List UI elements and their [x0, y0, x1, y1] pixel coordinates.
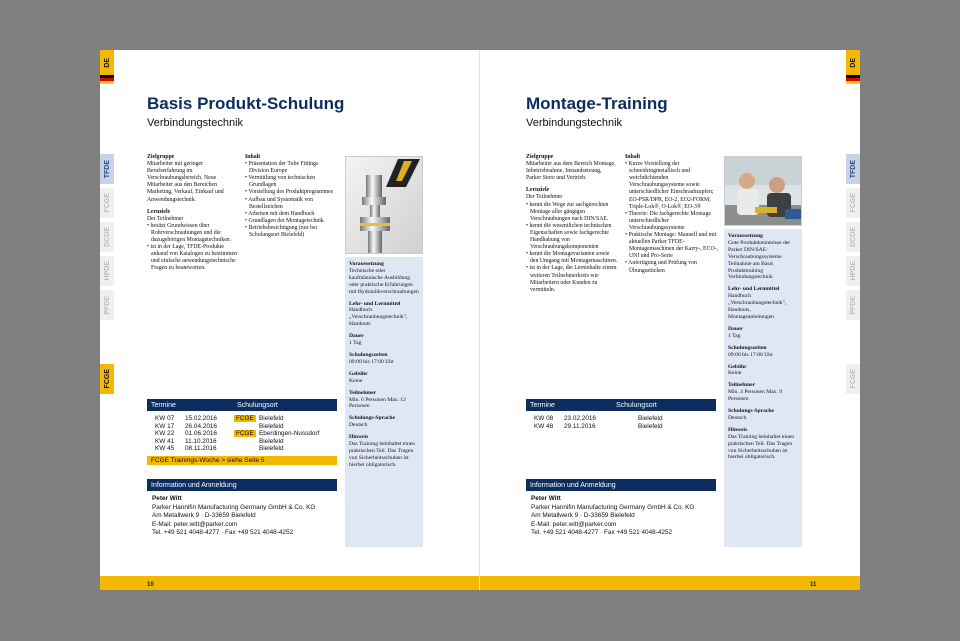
- zielgruppe-heading: Zielgruppe: [147, 154, 175, 160]
- table-row: KW 07 15.02.2016 FCGE Bielefeld: [155, 415, 284, 422]
- table-row: KW 41 11.10.2016 Bielefeld: [155, 437, 284, 445]
- col-schulungsort: Schulungsort: [237, 401, 278, 409]
- page-title: Montage-Training: [526, 94, 668, 113]
- list-item: • Präsentation der Tube Fittings Division Europe: [245, 161, 337, 175]
- schedule-header: [147, 399, 337, 411]
- teilnehmer-label: Der Teilnehmer: [526, 194, 563, 201]
- tab-tfde[interactable]: TFDE: [846, 154, 860, 184]
- tab-tfde[interactable]: TFDE: [100, 154, 114, 184]
- inhalt-list: [245, 161, 337, 239]
- tab-de[interactable]: DE: [846, 50, 860, 75]
- list-item: • kennt die wesentlichen technischen Eigenschaften sowie fachgerechte Handhabung von Verschraubungskomponenten: [526, 223, 618, 251]
- info-heading: Hinweis: [349, 434, 369, 441]
- list-item: • kennt die Montagevarianten sowie den Umgang mit Montagemaschinen.: [526, 251, 618, 265]
- contact-header: Information und Anmeldung: [526, 479, 716, 491]
- info-text: 09:00 bis 17:00 Uhr: [349, 358, 394, 365]
- contact-header: Information und Anmeldung: [147, 479, 337, 491]
- list-item: • ist in der Lage, TFDE-Produkte anhand von Katalogen zu bestimmen und einfache anwendungstechnische Fragen zu beantworten.: [147, 244, 239, 272]
- info-text: Keine: [349, 377, 363, 384]
- fitting-product-photo: [345, 156, 423, 254]
- left-page: [100, 50, 480, 590]
- inhalt-heading: Inhalt: [625, 154, 641, 160]
- list-item: • Anfertigung und Prüfung von Übungsstücken: [625, 260, 719, 274]
- list-item: • Theorie: Die fachgerechte Montage unterschiedlicher Verschraubungssysteme: [625, 211, 719, 232]
- german-flag-icon: [846, 75, 860, 84]
- zielgruppe-text: Mitarbeiter mit geringer Berufserfahrung im Verschraubungsbereich. Neue Mitarbeiter aus den Bereichen Marketing, Verkauf, Einkauf und Anwendungstechnik.: [147, 161, 224, 203]
- info-heading: Schulungszeiten: [349, 351, 388, 358]
- list-item: • Vorstellung des Produktprogrammes: [245, 189, 337, 196]
- tab-fcge-lower[interactable]: FCGE: [846, 364, 860, 394]
- info-text: Handbuch „Verschraubungstechnik", Handouts, Montageanleitungen: [728, 293, 787, 320]
- info-heading: Teilnehmer: [728, 382, 756, 389]
- info-text: 1 Tag: [728, 332, 741, 339]
- table-row: KW 48 29.11.2016 Bielefeld: [534, 422, 663, 430]
- info-text: Das Training beinhaltet einen praktischen Teil. Das Tragen von Sicherheitsschuhen ist hierbei obligatorisch.: [349, 441, 416, 468]
- tab-pfde[interactable]: PFDE: [846, 290, 860, 320]
- info-heading: Teilnehmer: [349, 389, 377, 396]
- info-heading: Lehr- und Lernmittel: [349, 300, 401, 307]
- list-item: • Aufbau und Systematik von Bestellzeichen: [245, 197, 337, 211]
- list-item: • Arbeiten mit dem Handbuch: [245, 211, 337, 218]
- schedule-header: [526, 399, 716, 411]
- inhalt-heading: Inhalt: [245, 154, 261, 160]
- left-info-box: [345, 257, 423, 547]
- list-item: • Kurze Vorstellung der schneidringmetallisch und weichdichtenden Verschraubungssysteme sowie unterschiedlicher Einschraubzapfen; EO-PSR/DPR, EO-2, EO2-FORM, Triple-Lok®, O-Lok®, EO-3®: [625, 161, 719, 211]
- tab-dcde[interactable]: DCDE: [846, 222, 860, 252]
- info-heading: Schulungs-Sprache: [349, 415, 396, 422]
- contact-name: Peter Witt: [152, 495, 182, 502]
- info-heading: Dauer: [349, 333, 364, 340]
- contact-name: Peter Witt: [531, 495, 561, 502]
- training-photo: [724, 156, 802, 226]
- info-heading: Voraussetzung: [728, 233, 763, 239]
- left-column-1: [147, 154, 239, 273]
- page-title: Basis Produkt-Schulung: [147, 94, 345, 113]
- table-row: KW 45 08.11.2016 Bielefeld: [155, 445, 284, 453]
- brochure-spread: [100, 50, 860, 590]
- contact-address: Am Metallwerk 9 · D-33659 Bielefeld: [531, 512, 635, 520]
- info-heading: Gebühr: [349, 370, 368, 377]
- inhalt-list: [625, 161, 719, 275]
- info-heading: Schulungszeiten: [728, 344, 767, 351]
- col-schulungsort: Schulungsort: [616, 401, 657, 409]
- page-number: 11: [810, 582, 817, 588]
- table-row: KW 22 01.06.2016 FCGE Eberdingen-Nussdorf: [155, 430, 320, 438]
- col-termine: Termine: [530, 401, 555, 409]
- tab-hpde[interactable]: HPDE: [100, 256, 114, 286]
- list-item: • ist in der Lage, die Lerninhalte einem weiteren Teilnehmerkreis wie Mitarbeitern oder Kunden zu vermitteln.: [526, 265, 618, 293]
- tab-fcge-active[interactable]: FCGE: [100, 364, 114, 394]
- page-number: 10: [147, 582, 154, 588]
- left-contact-box: [147, 479, 337, 538]
- info-heading: Hinweis: [728, 426, 748, 433]
- tab-fcge[interactable]: FCGE: [100, 188, 114, 218]
- zielgruppe-text: Mitarbeiter aus dem Bereich Montage, Inbetriebnahme, Instandsetzung, Parker Store und Vertrieb.: [526, 161, 616, 182]
- contact-address: Am Metallwerk 9 · D-33659 Bielefeld: [152, 512, 256, 520]
- contact-phone: Tel. +49 521 4048-4277 · Fax +49 521 4048-4252: [531, 529, 673, 537]
- lernziele-list: [526, 202, 618, 294]
- teilnehmer-label: Der Teilnehmer: [147, 215, 184, 222]
- info-heading: Schulungs-Sprache: [728, 408, 775, 415]
- left-column-2: [245, 154, 337, 239]
- lernziele-list: [147, 223, 239, 273]
- info-text: Min. 6 Personen Max. 12 Personen: [349, 396, 406, 410]
- info-heading: Dauer: [728, 325, 743, 332]
- left-schedule-table: [147, 399, 337, 465]
- info-text: Gute Produktkenntnisse der Parker DIN/SAE-Verschraubungssysteme Teilnahme am Basis Produkttraining Verbindungstechnik: [728, 239, 791, 281]
- lernziele-heading: Lernziele: [526, 187, 550, 194]
- right-footer-bar: [480, 576, 860, 590]
- right-info-box: [724, 229, 802, 547]
- fcge-badge: FCGE: [236, 430, 254, 438]
- list-item: • Grundlagen der Montagetechnik: [245, 218, 337, 225]
- table-row: KW 08 23.02.2016 Bielefeld: [534, 415, 663, 422]
- list-item: • Praktische Montage: Manuell und mit aktuellen Parker TFDE-Montagemaschinen der Karry-, ECO-, UNI und Pro-Serie: [625, 232, 719, 260]
- tab-pfde[interactable]: PFDE: [100, 290, 114, 320]
- right-column-2: [625, 154, 719, 275]
- left-footer-bar: [100, 576, 480, 590]
- info-heading: Voraussetzung: [349, 261, 384, 267]
- page-subtitle: Verbindungstechnik: [147, 117, 244, 129]
- lernziele-heading: Lernziele: [147, 208, 171, 215]
- list-item: • kennt die Wege zur sachgerechten Montage aller gängigen Verschraubungen nach DIN/SAE.: [526, 202, 618, 223]
- contact-email[interactable]: E-Mail: peter.witt@parker.com: [152, 520, 238, 528]
- tab-hpde[interactable]: HPDE: [846, 256, 860, 286]
- page-subtitle: Verbindungstechnik: [526, 117, 623, 129]
- col-termine: Termine: [151, 401, 176, 409]
- table-row: KW 17 26.04.2016 Bielefeld: [155, 422, 284, 430]
- info-text: Keine: [728, 370, 742, 377]
- contact-email[interactable]: E-Mail: peter.witt@parker.com: [531, 520, 617, 528]
- fcge-week-link[interactable]: FCGE Trainings-Woche > siehe Seite 5: [147, 456, 337, 465]
- contact-company: Parker Hannifin Manufacturing Germany GmbH & Co. KG: [531, 503, 695, 511]
- info-text: Deutsch: [349, 422, 368, 429]
- info-text: Technische oder kaufmännische Ausbildung oder praktische Erfahrungen mit Hydraulikverschraubungen: [349, 267, 419, 295]
- list-item: • Betriebsbesichtigung (nur bei Schulungsort Bielefeld): [245, 225, 337, 239]
- right-schedule-table: [526, 399, 716, 433]
- right-contact-box: [526, 479, 716, 538]
- list-item: • besitzt Grundwissen über Rohrverschraubungen und die dazugehörigen Montagetechniken.: [147, 223, 239, 244]
- info-text: 09:00 bis 17:00 Uhr: [728, 351, 773, 358]
- info-text: Handbuch „Verschraubungstechnik", Handouts: [349, 307, 408, 328]
- tab-de[interactable]: DE: [100, 50, 114, 75]
- fcge-badge: FCGE: [236, 415, 254, 422]
- contact-phone: Tel. +49 521 4048-4277 · Fax +49 521 4048-4252: [152, 529, 294, 537]
- info-heading: Gebühr: [728, 363, 747, 370]
- right-page: [480, 50, 860, 590]
- contact-company: Parker Hannifin Manufacturing Germany GmbH & Co. KG: [152, 503, 316, 511]
- tab-fcge[interactable]: FCGE: [846, 188, 860, 218]
- right-column-1: [526, 154, 618, 294]
- zielgruppe-heading: Zielgruppe: [526, 154, 554, 160]
- info-text: 1 Tag: [349, 340, 362, 347]
- german-flag-icon: [100, 75, 114, 84]
- list-item: • Vermittlung von technischen Grundlagen: [245, 175, 337, 189]
- info-text: Deutsch: [728, 414, 747, 421]
- info-text: Das Training beinhaltet einen praktischen Teil. Das Tragen von Sicherheitsschuhen ist hierbei obligatorisch.: [728, 433, 795, 461]
- info-heading: Lehr- und Lernmittel: [728, 286, 780, 293]
- tab-dcde[interactable]: DCDE: [100, 222, 114, 252]
- info-text: Min. 4 Personen Max. 9 Personen: [728, 389, 783, 403]
